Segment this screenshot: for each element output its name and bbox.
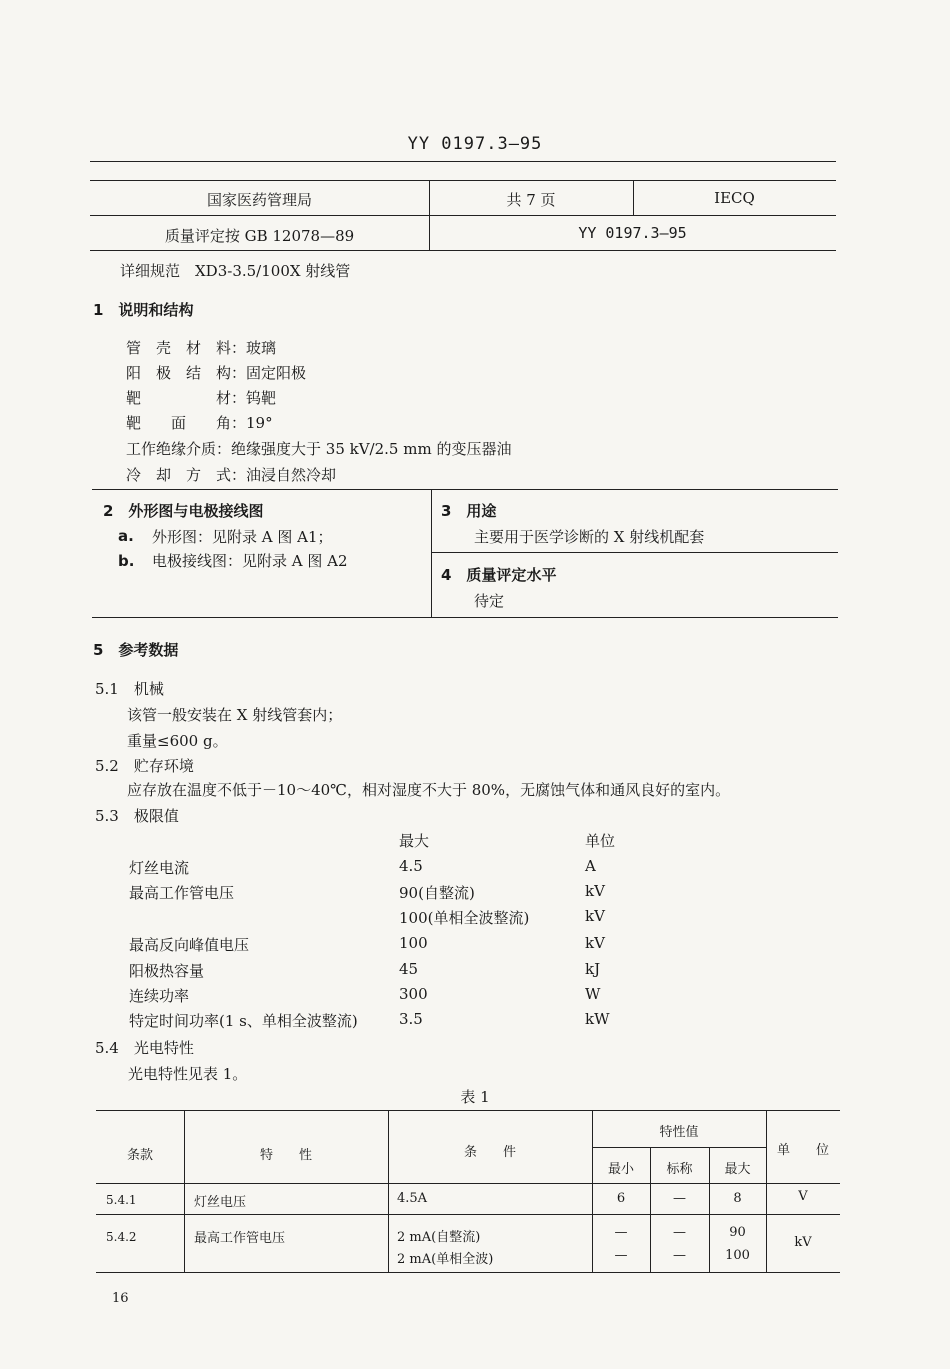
t1-border-top	[96, 1110, 840, 1111]
table-1-caption: 表 1	[460, 1088, 490, 1106]
t1-row-1-cond: 4.5A	[397, 1191, 428, 1206]
t1-header-bottom	[96, 1183, 840, 1184]
s52-title: 5.2 贮存环境	[95, 757, 194, 775]
t1-row-1-unit: V	[798, 1189, 808, 1204]
t1-row-1-min: 6	[616, 1191, 626, 1206]
s2-a-label: a.	[118, 527, 134, 545]
s54-line-1: 光电特性见表 1。	[128, 1065, 248, 1083]
limit-value: 100(单相全波整流)	[399, 909, 530, 927]
s52-line-1: 应存放在温度不低于－10～40℃，相对湿度不大于 80%，无腐蚀气体和通风良好的室内。	[127, 781, 731, 799]
limit-value: 90(自整流)	[399, 884, 475, 902]
section-3-heading: 3 用途	[441, 502, 497, 520]
limit-unit: kV	[585, 907, 605, 925]
authority-cell: 国家医药管理局	[206, 191, 312, 209]
s54-title: 5.4 光电特性	[95, 1039, 194, 1057]
page-number: 16	[112, 1291, 129, 1306]
t1-row-2-min-1: —	[614, 1225, 628, 1240]
t1-row-2-min-2: —	[614, 1248, 628, 1263]
limit-name: 最高工作管电压	[129, 884, 235, 902]
section-5-heading: 5 参考数据	[93, 641, 179, 659]
t1-header-values: 特性值	[659, 1125, 699, 1140]
t1-row-2-clause: 5.4.2	[106, 1230, 137, 1244]
t1-col-line	[184, 1110, 185, 1272]
limits-head-max: 最大	[399, 832, 430, 850]
s4-text: 待定	[474, 592, 505, 610]
t1-row-2-char: 最高工作管电压	[194, 1231, 286, 1246]
t1-header-nominal: 标称	[666, 1162, 693, 1177]
t1-header-max: 最大	[724, 1162, 751, 1177]
t1-row-2-unit: kV	[794, 1235, 812, 1250]
s51-line-2: 重量≤600 g。	[127, 732, 228, 750]
t1-header-min: 最小	[607, 1162, 634, 1177]
limit-unit: kW	[585, 1010, 610, 1028]
limits-head-unit: 单位	[585, 832, 616, 850]
limit-unit: W	[585, 985, 601, 1003]
s1-line-2: 阳 极 结 构：固定阳极	[126, 364, 307, 382]
t1-row-1-nom: —	[673, 1191, 686, 1206]
t1-row-2-nom-1: —	[673, 1225, 686, 1240]
limit-value: 45	[399, 960, 419, 978]
section-1-heading: 1 说明和结构	[93, 301, 194, 319]
header-rule	[90, 161, 836, 162]
limit-value: 100	[399, 934, 428, 952]
s1-line-6: 冷 却 方 式：油浸自然冷却	[126, 466, 337, 484]
t1-row-1-char: 灯丝电压	[194, 1195, 247, 1210]
t1-header-unit: 单 位	[776, 1143, 829, 1158]
limit-name: 灯丝电流	[129, 859, 190, 877]
limit-name: 最高反向峰值电压	[129, 936, 250, 954]
t1-row-2-cond-2: 2 mA(单相全波)	[397, 1252, 494, 1267]
s1-line-4: 靶 面 角：19°	[126, 414, 273, 432]
limit-unit: kJ	[585, 960, 601, 978]
s3-text: 主要用于医学诊断的 X 射线机配套	[474, 528, 705, 546]
limit-name: 特定时间功率(1 s、单相全波整流)	[129, 1012, 358, 1030]
t1-values-split	[592, 1147, 766, 1148]
s2-b-text: 电极接线图：见附录 A 图 A2	[152, 552, 348, 570]
box-border-top	[92, 489, 838, 490]
s2-a-text: 外形图：见附录 A 图 A1；	[152, 528, 333, 546]
t1-row-2-cond-1: 2 mA(自整流)	[397, 1230, 481, 1245]
t1-row-2-max-2: 100	[725, 1248, 750, 1263]
pages-cell: 共 7 页	[506, 191, 556, 209]
s1-line-3: 靶 材：钨靶	[126, 389, 277, 407]
s1-line-1: 管 壳 材 料：玻璃	[126, 339, 277, 357]
t1-header-cond: 条 件	[463, 1145, 516, 1160]
limit-unit: kV	[585, 882, 605, 900]
t1-row-2-nom-2: —	[673, 1248, 686, 1263]
t1-row-1-bottom	[96, 1214, 840, 1215]
code-cell: YY 0197.3—95	[578, 224, 687, 242]
limit-unit: kV	[585, 934, 605, 952]
t1-row-1-max: 8	[733, 1191, 742, 1206]
doc-code-header: YY 0197.3—95	[407, 134, 543, 154]
box-border-bottom	[92, 617, 838, 618]
spec-line: 详细规范 XD3-3.5/100X 射线管	[120, 262, 351, 280]
t1-header-char: 特 性	[259, 1148, 312, 1163]
t1-col-line	[388, 1110, 389, 1272]
s1-line-5: 工作绝缘介质：绝缘强度大于 35 kV/2.5 mm 的变压器油	[126, 440, 512, 458]
limit-value: 3.5	[399, 1010, 423, 1028]
s53-title: 5.3 极限值	[95, 807, 179, 825]
iecq-cell: IECQ	[714, 189, 755, 207]
section-4-heading: 4 质量评定水平	[441, 566, 557, 584]
limit-unit: A	[585, 857, 596, 875]
t1-border-bottom	[96, 1272, 840, 1273]
t1-header-clause: 条款	[126, 1148, 153, 1163]
limit-value: 4.5	[399, 857, 423, 875]
box-divider	[431, 489, 432, 617]
s2-b-label: b.	[118, 552, 135, 570]
limit-name: 连续功率	[129, 987, 190, 1005]
t1-row-2-max-1: 90	[729, 1225, 746, 1240]
top-table-border-bottom	[90, 250, 836, 251]
s51-line-1: 该管一般安装在 X 射线管套内；	[127, 706, 343, 724]
box-right-split	[431, 552, 838, 553]
top-table-border-mid	[90, 215, 836, 216]
limit-value: 300	[399, 985, 428, 1003]
limit-name: 阳极热容量	[129, 962, 205, 980]
s51-title: 5.1 机械	[95, 680, 164, 698]
t1-row-1-clause: 5.4.1	[106, 1193, 137, 1207]
quality-cell: 质量评定按 GB 12078—89	[164, 227, 355, 245]
top-table-border-top	[90, 180, 836, 181]
section-2-heading: 2 外形图与电极接线图	[103, 502, 264, 520]
